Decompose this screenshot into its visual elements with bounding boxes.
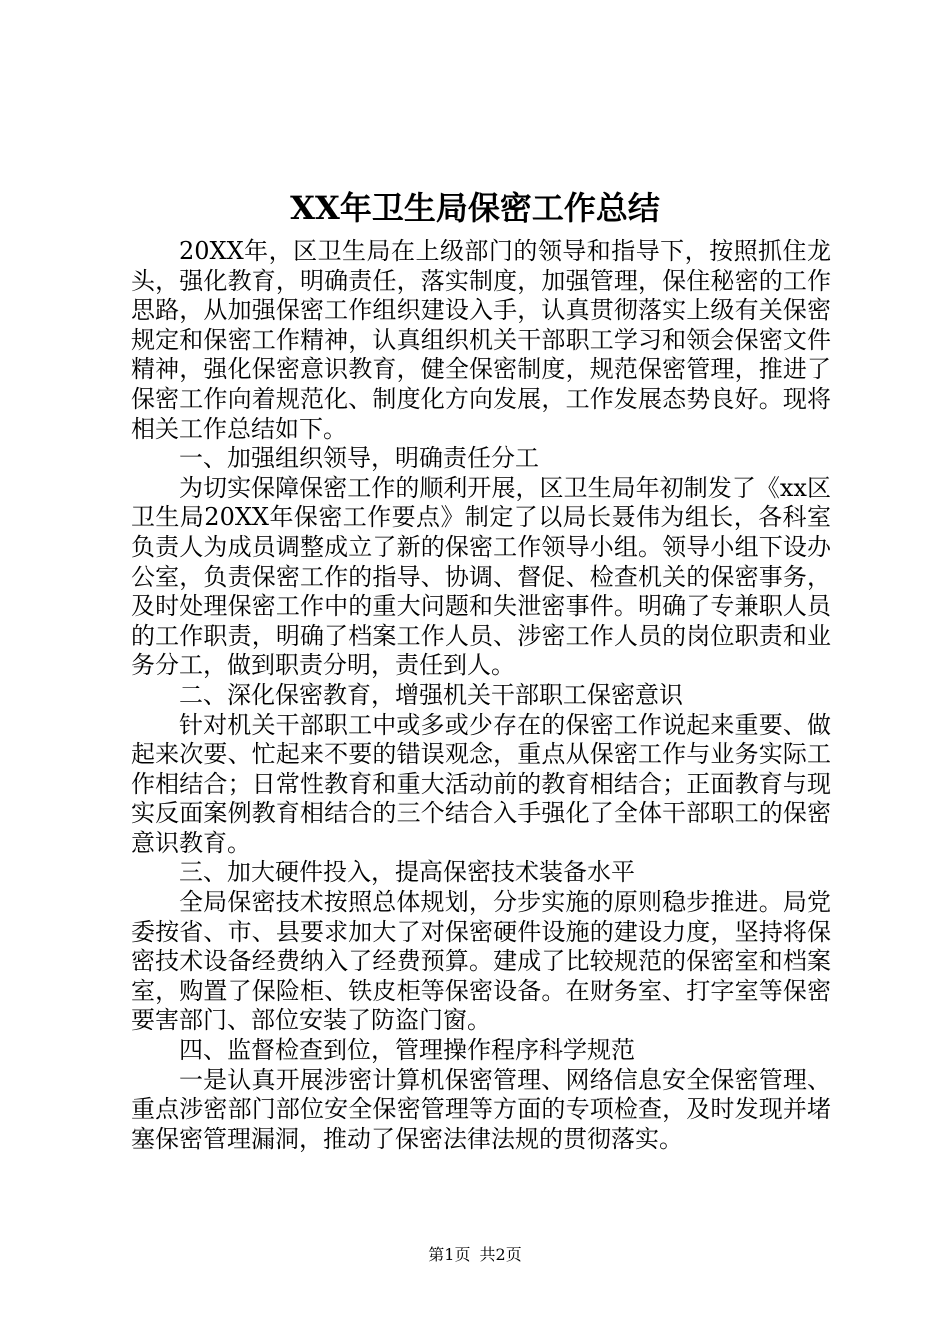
document-title: XX年卫生局保密工作总结 [290,189,660,227]
page-total: 共2页 [479,1245,522,1264]
section-heading-3: 三、加大硬件投入，提高保密技术装备水平 [179,858,635,887]
page-footer [0,1243,950,1267]
paragraph-section-4: 一是认真开展涉密计算机保密管理、网络信息安全保密管理、重点涉密部门部位安全保密管理等方面的专项检查，及时发现并堵塞保密管理漏洞，推动了保密法律法规的贯彻落实。 [131,1065,831,1153]
section-heading-2: 二、深化保密教育，增强机关干部职工保密意识 [179,680,683,709]
paragraph-section-2: 针对机关干部职工中或多或少存在的保密工作说起来重要、做起来次要、忙起来不要的错误观念，重点从保密工作与业务实际工作相结合；日常性教育和重大活动前的教育相结合；正面教育与现实反面案例教育相结合的三个结合入手强化了全体干部职工的保密意识教育。 [131,710,831,857]
section-heading-4: 四、监督检查到位，管理操作程序科学规范 [179,1036,635,1065]
paragraph-intro: 20XX年，区卫生局在上级部门的领导和指导下，按照抓住龙头，强化教育，明确责任，落实制度，加强管理，保住秘密的工作思路，从加强保密工作组织建设入手，认真贯彻落实上级有关保密规定和保密工作精神，认真组织机关干部职工学习和领会保密文件精神，强化保密意识教育，健全保密制度，规范保密管理，推进了保密工作向着规范化、制度化方向发展，工作发展态势良好。现将相关工作总结如下。 [131,237,831,443]
page-number: 第1页 [428,1245,471,1264]
paragraph-section-1: 为切实保障保密工作的顺利开展，区卫生局年初制发了《xx区卫生局20XX年保密工作要点》制定了以局长聂伟为组长，各科室负责人为成员调整成立了新的保密工作领导小组。领导小组下设办公室，负责保密工作的指导、协调、督促、检查机关的保密事务，及时处理保密工作中的重大问题和失泄密事件。明确了专兼职人员的工作职责，明确了档案工作人员、涉密工作人员的岗位职责和业务分工，做到职责分明，责任到人。 [131,473,831,680]
document-body [131,237,831,1154]
paragraph-section-3: 全局保密技术按照总体规划，分步实施的原则稳步推进。局党委按省、市、县要求加大了对保密硬件设施的建设力度，坚持将保密技术设备经费纳入了经费预算。建成了比较规范的保密室和档案室，购置了保险柜、铁皮柜等保密设备。在财务室、打字室等保密要害部门、部位安装了防盗门窗。 [131,888,831,1035]
section-heading-1: 一、加强组织领导，明确责任分工 [179,444,539,473]
